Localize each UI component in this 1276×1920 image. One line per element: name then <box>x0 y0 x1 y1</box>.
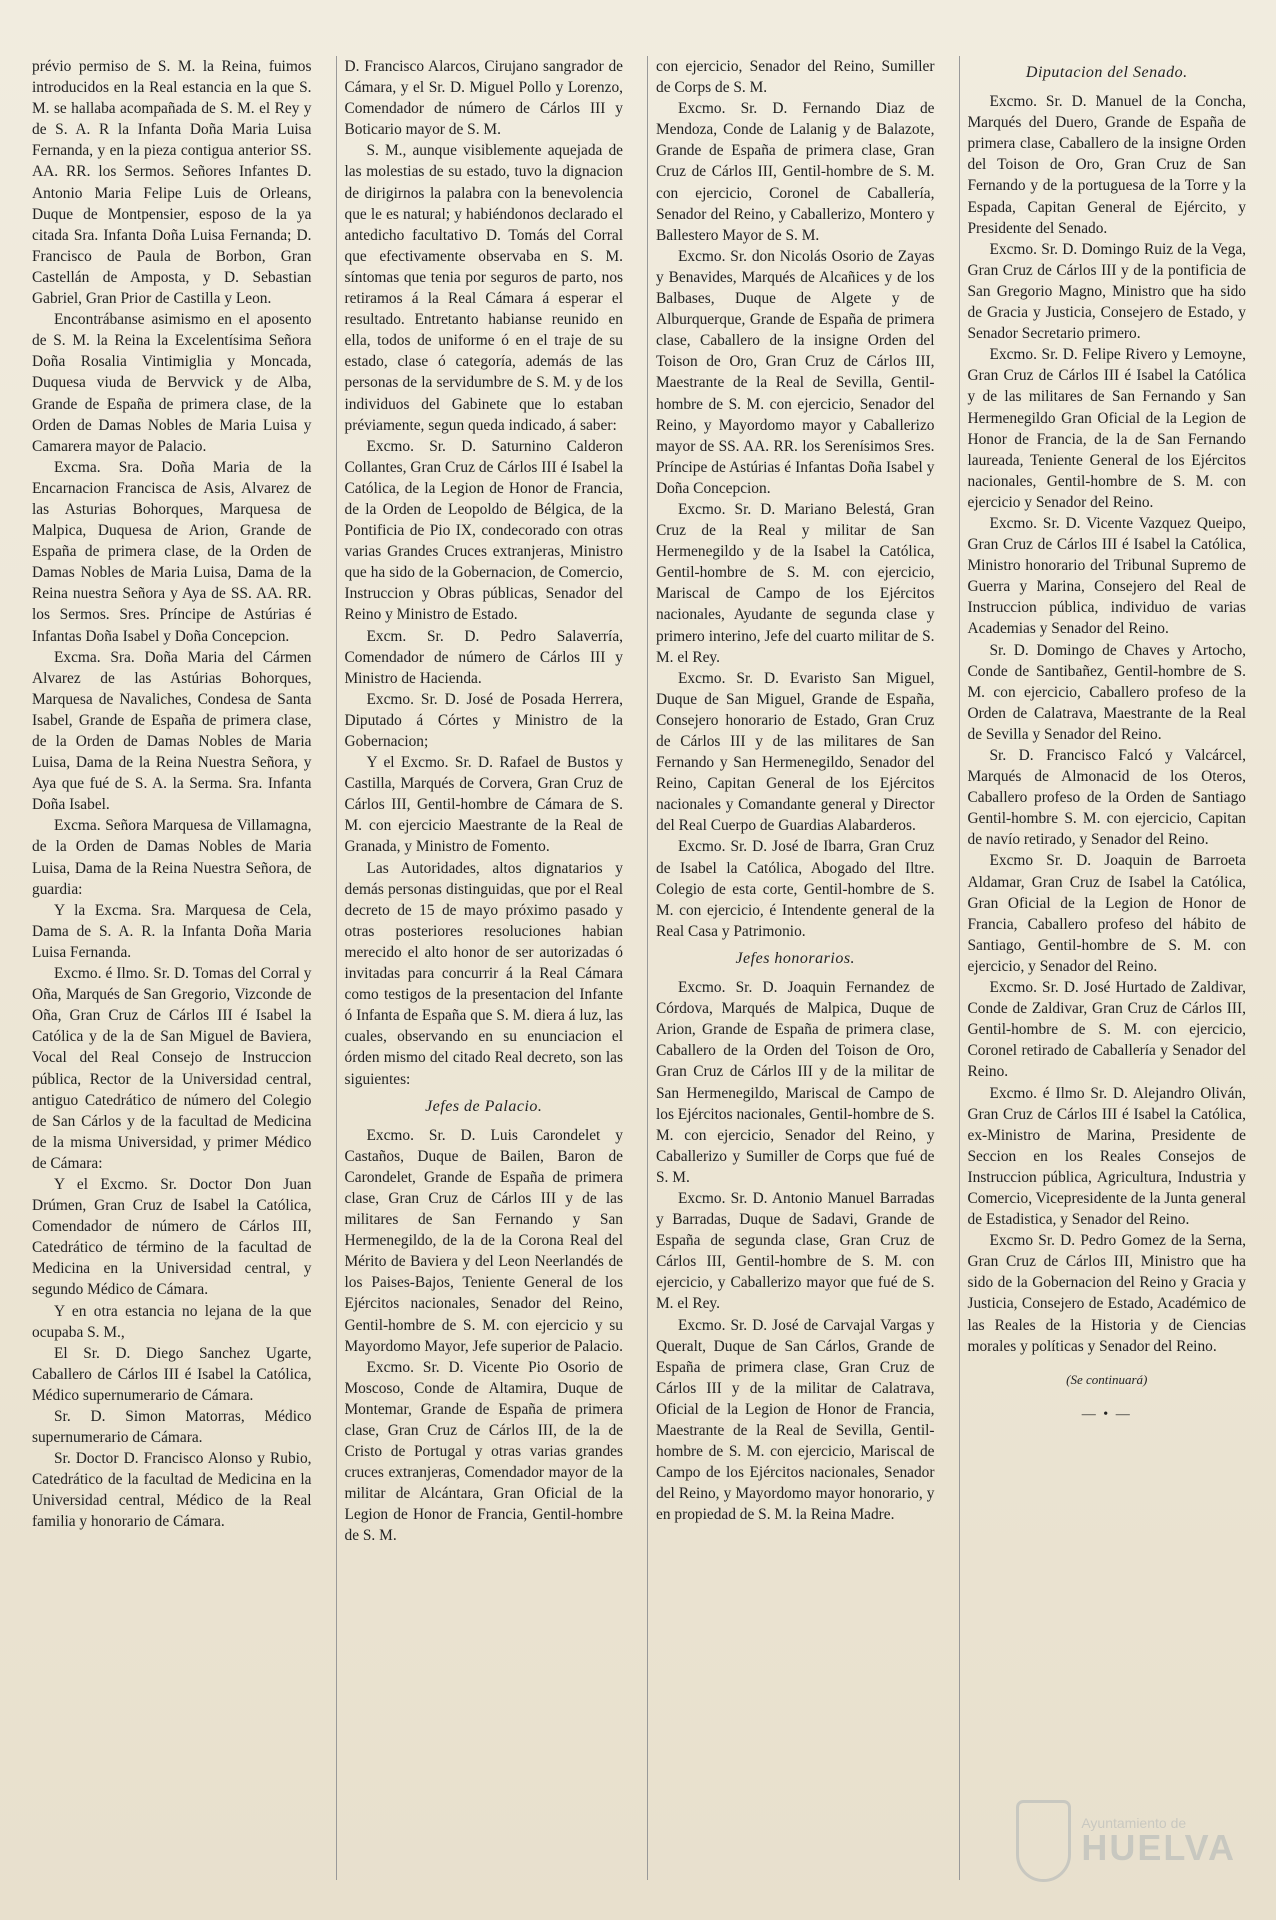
paragraph: Excmo. Sr. D. Joaquin Fernandez de Córdova, Marqués de Malpica, Duque de Arion, Grande de España de primera clase, Caballero de la Orden del Toison de Oro, Gran Cruz de Cárlos III y de la militar de San Hermenegildo, Mariscal de Campo de los Ejércitos nacionales, Gentil-hombre de S. M. con ejercicio, Senador del Reino, y Caballerizo y Sumiller de Corps que fué de S. M. <box>656 979 935 1186</box>
paragraph: Y la Excma. Sra. Marquesa de Cela, Dama de S. A. R. la Infanta Doña Maria Luisa Fernanda. <box>32 901 312 961</box>
paragraph: Excma. Sra. Doña Maria del Cármen Alvarez de las Astúrias Bohorques, Marquesa de Navaliches, Condesa de Santa Isabel, Grande de España de primera clase, de la Orden de Damas Nobles de Maria Luisa, Dama de la Reina Nuestra Señora, y Aya que fué de S. A. la Serma. Sra. Infanta Doña Isabel. <box>32 648 312 814</box>
column-4 <box>959 56 1255 1880</box>
paragraph: Y en otra estancia no lejana de la que ocupaba S. M., <box>32 1302 312 1341</box>
paragraph: Excmo. Sr. don Nicolás Osorio de Zayas y Benavides, Marqués de Alcañices y de los Balbases, Duque de Algete y de Alburquerque, Grande de España de primera clase, Caballero de la insigne Orden del Toison de Oro, Gran Cruz de Cárlos III, Maestrante de la Real de Sevilla, Gentil-hombre de S. M. con ejercicio, Senador del Reino, y Mayordomo mayor y Caballerizo mayor de SS. AA. RR. los Serenísimos Sres. Príncipe de Astúrias é Infantas Doña Isabel y Doña Concepcion. <box>656 247 935 497</box>
paragraph: Y el Excmo. Sr. Doctor Don Juan Drúmen, Gran Cruz de Isabel la Católica, Comendador de número de Cárlos III, Catedrático de término de la facultad de Medicina en la Universidad central, y segundo Médico de Cámara. <box>32 1175 312 1299</box>
paragraph: Excmo. é Ilmo Sr. D. Alejandro Oliván, Gran Cruz de Cárlos III é Isabel la Católica, ex-Ministro de Marina, Presidente de Seccion en los Reales Consejos de Instruccion pública, Agricultura, Industria y Comercio, Vicepresidente de la Junta general de Estadistica, y Senador del Reino. <box>967 1084 1246 1229</box>
column-2 <box>336 56 632 1880</box>
column-3 <box>647 56 943 1880</box>
paragraph: Excmo. Sr. D. Domingo Ruiz de la Vega, Gran Cruz de Cárlos III y de la pontificia de San Gregorio Magno, Ministro que ha sido de Gracia y Justicia, Consejero de Estado, y Senador Secretario primero. <box>967 240 1246 343</box>
paragraph: Excma. Sra. Doña Maria de la Encarnacion Francisca de Asis, Alvarez de las Asturias Bohorques, Marquesa de Malpica, Duquesa de Arion, Grande de España de primera clase, de la Orden de Damas Nobles de Maria Luisa, Dama de la Reina nuestra Señora y Aya de SS. AA. RR. los Sermos. Sres. Príncipe de Astúrias é Infantas Doña Isabel y Doña Concepcion. <box>32 458 312 645</box>
section-heading: Jefes honorarios. <box>735 949 856 967</box>
paragraph: Excmo Sr. D. Joaquin de Barroeta Aldamar, Gran Cruz de Isabel la Católica, Gran Oficial de la Legion de Honor de Francia, Caballero profeso del hábito de Santiago, Gentil-hombre de S. M. con ejercicio, y Senador del Reino. <box>967 852 1246 975</box>
paragraph: Excmo. Sr. D. José de Posada Herrera, Diputado á Córtes y Ministro de la Gobernacion; <box>344 690 623 750</box>
paragraph: Excmo. Sr. D. José de Ibarra, Gran Cruz de Isabel la Católica, Abogado del Iltre. Colegio de esta corte, Gentil-hombre de S. M. con ejercicio, é Intendente general de la Real Casa y Patrimonio. <box>656 838 935 940</box>
section-heading: Jefes de Palacio. <box>425 1097 543 1115</box>
paragraph: Excmo. Sr. D. Antonio Manuel Barradas y Barradas, Duque de Sadavi, Grande de España de segunda clase, Gran Cruz de Cárlos III, Gentil-hombre de S. M. con ejercicio, y Caballerizo mayor que fué de S. M. el Rey. <box>656 1189 935 1313</box>
section-heading: Diputacion del Senado. <box>1025 64 1188 81</box>
paragraph: Sr. D. Domingo de Chaves y Artocho, Conde de Santibañez, Gentil-hombre de S. M. con ejercicio, Caballero profeso de la Orden de Calatrava, Maestrante de la Real de Sevilla y Senador del Reino. <box>967 641 1246 743</box>
watermark-text: Ayuntamiento de HUELVA <box>1081 1815 1236 1868</box>
column-1 <box>24 56 320 1880</box>
paragraph: prévio permiso de S. M. la Reina, fuimos introducidos en la Real estancia en la que S. M. se hallaba acompañada de S. M. el Rey y de S. A. R la Infanta Doña Maria Luisa Fernanda, y en la pieza contigua anterior SS. AA. RR. los Sermos. Señores Infantes D. Antonio Maria Felipe Luis de Orleans, Duque de Montpensier, esposo de la ya citada Sra. Infanta Doña Luisa Fernanda; D. Francisco de Paula de Borbon, Gran Castellán de Amposta, y D. Sebastian Gabriel, Gran Prior de Castilla y Leon. <box>32 58 312 308</box>
paragraph: Excmo. Sr. D. José Hurtado de Zaldivar, Conde de Zaldivar, Gran Cruz de Cárlos III, Gentil-hombre de S. M. con ejercicio, Coronel retirado de Caballería y Senador del Reino. <box>967 979 1246 1081</box>
paragraph: Excmo. Sr. D. Mariano Belestá, Gran Cruz de la Real y militar de San Hermenegildo y de la Isabel la Católica, Gentil-hombre de S. M. con ejercicio, Mariscal de Campo de los Ejércitos nacionales, Ayudante de segunda clase y primero interino, Jefe del cuarto militar de S. M. el Rey. <box>656 500 935 666</box>
paragraph: Excmo. Sr. D. Vicente Pio Osorio de Moscoso, Conde de Altamira, Duque de Montemar, Grande de España de primera clase, Gran Cruz de Cárlos III, de la de Cristo de Portugal y otras varias grandes cruces extranjeras, Comendador mayor de la militar de Alcántara, Gran Oficial de la Legion de Honor de Francia, Gentil-hombre de S. M. <box>344 1358 623 1545</box>
paragraph: Encontrábanse asimismo en el aposento de S. M. la Reina la Excelentísima Señora Doña Rosalia Vintimiglia y Moncada, Duquesa viuda de Bervvick y de Alba, Grande de España de primera clase, de la Orden de Damas Nobles de Maria Luisa y Camarera mayor de Palacio. <box>32 311 312 455</box>
paragraph: Excmo. Sr. D. Luis Carondelet y Castaños, Duque de Bailen, Baron de Carondelet, Grande de España de primera clase, Gran Cruz de Cárlos III y de las militares de San Fernando y San Hermenegildo, de la de la Corona Real del Mérito de Baviera y del Leon Neerlandés de los Paises-Bajos, Teniente General de los Ejércitos nacionales, Senador del Reino, Gentil-hombre de S. M. con ejercicio y su Mayordomo Mayor, Jefe superior de Palacio. <box>344 1126 623 1355</box>
paragraph: D. Francisco Alarcos, Cirujano sangrador de Cámara, y el Sr. D. Miguel Pollo y Lorenzo, Comendador de número de Cárlos III y Boticario mayor de S. M. <box>344 58 623 139</box>
paragraph: Las Autoridades, altos dignatarios y demás personas distinguidas, que por el Real decreto de 15 de mayo próximo pasado y otras posteriores resoluciones habian merecido el alto honor de ser autorizadas ó invitadas para concurrir á la Real Cámara como testigos de la presentacion del Infante ó Infanta de España que S. M. diera á luz, las cuales, observando en su enunciacion el órden mismo del citado Real decreto, son las siguientes: <box>344 859 623 1088</box>
continuation-note: (Se continuará) <box>1066 1371 1148 1387</box>
archive-watermark <box>1016 1796 1236 1886</box>
paragraph: Excmo. Sr. D. Evaristo San Miguel, Duque de San Miguel, Grande de España, Consejero honorario de Estado, Gran Cruz de Cárlos III y de las militares de San Fernando y San Hermenegildo, Senador del Reino, Capitan General de los Ejércitos nacionales y Comandante general y Director del Real Cuerpo de Guardias Alabarderos. <box>656 669 935 835</box>
paragraph: Excma. Señora Marquesa de Villamagna, de la Orden de Damas Nobles de Maria Luisa, Dama de la Reina Nuestra Señora, de guardia: <box>32 817 312 898</box>
coat-of-arms-icon <box>1016 1800 1071 1882</box>
paragraph: Sr. D. Francisco Falcó y Valcárcel, Marqués de Almonacid de los Oteros, Caballero profeso de la Orden de Santiago Gentil-hombre S. M. con ejercicio, Capitan de navío retirado, y Senador del Reino. <box>967 747 1246 849</box>
paragraph: Excmo. Sr. D. Manuel de la Concha, Marqués del Duero, Grande de España de primera clase, Caballero de la insigne Orden del Toison de Oro, Gran Cruz de San Fernando y de la portuguesa de la Torre y la Espada, Capitan General de Ejército, y Presidente del Senado. <box>967 93 1246 237</box>
paragraph: Y el Excmo. Sr. D. Rafael de Bustos y Castilla, Marqués de Corvera, Gran Cruz de Cárlos III, Gentil-hombre de Cámara de S. M. con ejercicio Maestrante de la Real de Granada, y Ministro de Fomento. <box>344 754 623 856</box>
ornament-divider: — • — <box>1081 1406 1132 1422</box>
paragraph: Excmo. Sr. D. José de Carvajal Vargas y Queralt, Duque de San Cárlos, Grande de España de primera clase, Gran Cruz de Cárlos III y de la militar de Calatrava, Oficial de la Legion de Honor de Francia, Maestrante de la Real de Sevilla, Gentil-hombre de S. M. con ejercicio, Mariscal de Campo de los Ejércitos nacionales, Senador del Reino, y Mayordomo mayor honorario, y en propiedad de S. M. la Reina Madre. <box>656 1316 935 1524</box>
paragraph: S. M., aunque visiblemente aquejada de las molestias de su estado, tuvo la dignacion de dirigirnos la palabra con la benevolencia que le es natural; y habiéndonos declarado el antedicho facultativo D. Tomás del Corral que efectivamente observaba en S. M. síntomas que tenia por seguros de parto, nos retiramos á la Real Cámara á esperar el resultado. Entretanto habianse reunido en ella, todos de uniforme ó en el traje de su estado, clase ó categoría, además de las personas de la servidumbre de S. M. y de los individuos del Gabinete que lo estaban préviamente, segun queda indicado, á saber: <box>344 142 623 434</box>
paragraph: Excmo. Sr. D. Felipe Rivero y Lemoyne, Gran Cruz de Cárlos III é Isabel la Católica y de las militares de San Fernando y San Hermenegildo Gran Oficial de la Legion de Honor de Francia, de la de San Fernando laureada, Teniente General de los Ejércitos nacionales, Gentil-hombre de S. M. con ejercicio y Senador del Reino. <box>967 346 1246 511</box>
paragraph: Excmo. é Ilmo. Sr. D. Tomas del Corral y Oña, Marqués de San Gregorio, Vizconde de Oña, Gran Cruz de Cárlos III é Isabel la Católica y de la de San Miguel de Baviera, Vocal del Real Consejo de Instruccion pública, Rector de la Universidad central, antiguo Catedrático de número del Colegio de San Cárlos y de la facultad de Medicina de la misma Universidad, y primer Médico de Cámara: <box>32 965 312 1172</box>
paragraph: Excm. Sr. D. Pedro Salaverría, Comendador de número de Cárlos III y Ministro de Hacienda. <box>344 627 623 687</box>
paragraph: Excmo. Sr. D. Fernando Diaz de Mendoza, Conde de Lalanig y de Balazote, Grande de España de primera clase, Gran Cruz de Cárlos III, Gentil-hombre de S. M. con ejercicio, Coronel de Caballería, Senador del Reino, y Caballerizo, Montero y Ballestero Mayor de S. M. <box>656 100 935 244</box>
paragraph: Excmo. Sr. D. Vicente Vazquez Queipo, Gran Cruz de Cárlos III é Isabel la Católica, Ministro honorario del Tribunal Supremo de Guerra y Marina, Consejero del Real de Instruccion pública, individuo de varias Academias y Senador del Reino. <box>967 514 1246 638</box>
paragraph: Sr. Doctor D. Francisco Alonso y Rubio, Catedrático de la facultad de Medicina en la Universidad central, Médico de la Real familia y honorario de Cámara. <box>32 1450 312 1531</box>
paragraph: con ejercicio, Senador del Reino, Sumiller de Corps de S. M. <box>656 58 935 97</box>
paragraph: El Sr. D. Diego Sanchez Ugarte, Caballero de Cárlos III é Isabel la Católica, Médico supernumerario de Cámara. <box>32 1344 312 1404</box>
paragraph: Excmo. Sr. D. Saturnino Calderon Collantes, Gran Cruz de Cárlos III é Isabel la Católica, de la Legion de Honor de Francia, de la Orden de Leopoldo de Bélgica, de la Pontificia de Pio IX, condecorado con otras varias Grandes Cruces extranjeras, Ministro que ha sido de la Gobernacion, de Comercio, Instruccion y Obras públicas, Senador del Reino y Ministro de Estado. <box>344 437 623 624</box>
paragraph: Excmo Sr. D. Pedro Gomez de la Serna, Gran Cruz de Cárlos III, Ministro que ha sido de la Gobernacion del Reino y Gracia y Justicia, Consejero de Estado, Académico de las Reales de la Historia y de Ciencias morales y políticas y Senador del Reino. <box>967 1232 1246 1355</box>
paragraph: Sr. D. Simon Matorras, Médico supernumerario de Cámara. <box>32 1408 312 1447</box>
